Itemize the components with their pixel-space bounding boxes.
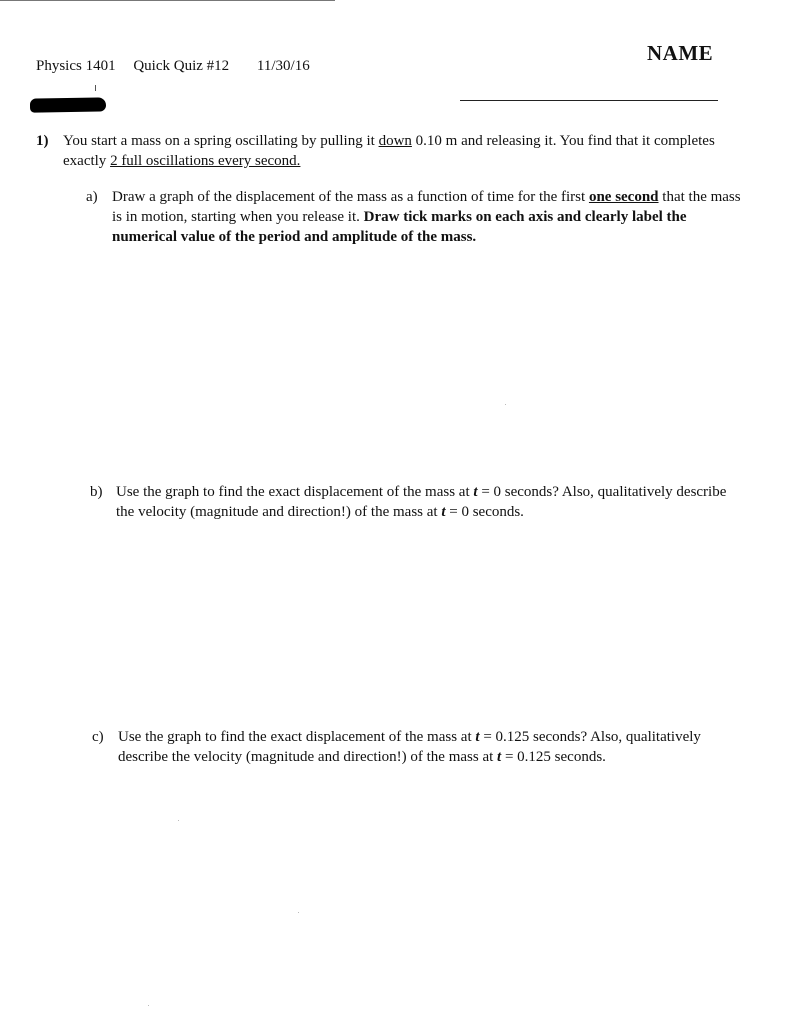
part-c-text-part: = 0.125 seconds? Also, qualitatively describe the velocity (magnitude and direction!) of the mass at [118,729,701,765]
part-a-text [112,187,742,247]
part-c-text [118,727,748,767]
variable-t: t [497,749,502,765]
underlined-one-second: one second [588,189,659,205]
part-c-text-part: Use the graph to find the exact displacement of the mass at [118,729,476,745]
part-b-text-part: = 0 seconds. [445,504,524,520]
scan-speck [298,912,299,913]
scan-speck [178,820,179,821]
part-b-text-part: Use the graph to find the exact displacement of the mass at [116,484,474,500]
part-a-label: a) [86,189,98,205]
part-a-bold-instruction: Draw tick marks on each axis and clearly label the numerical value of the period and amplitude of the mass. [112,209,687,245]
quiz-date: 11/30/16 [256,58,310,74]
question-1-text-part: 0.10 m and releasing it. You find that it completes exactly [63,133,715,169]
scan-speck [148,1005,149,1006]
part-a-text-part: that the mass is in motion, starting when you release it. [112,189,741,225]
redaction-mark-tick [95,85,96,91]
underlined-oscillations: 2 full oscillations every second. [110,153,301,169]
redaction-mark [30,97,106,112]
name-label: NAME [647,41,714,65]
part-b-text-part: = 0 seconds? Also, qualitatively describe the velocity (magnitude and direction!) of the mass at [116,484,727,520]
question-1-text [63,131,723,171]
variable-t: t [475,729,480,745]
question-1-number: 1) [36,133,49,149]
part-c-text-part: = 0.125 seconds. [501,749,606,765]
variable-t: t [473,484,478,500]
part-c-label: c) [92,729,104,745]
part-b-label: b) [90,484,103,500]
course-title: Physics 1401 [36,58,116,74]
underlined-down: down [378,133,412,149]
part-b-text [116,482,746,522]
part-a-text-part: Draw a graph of the displacement of the mass as a function of time for the first [112,189,589,205]
scan-speck [505,404,506,405]
name-blank-line [460,100,718,101]
quiz-title: Quick Quiz #12 [133,58,230,74]
page-header [36,58,310,75]
variable-t: t [441,504,446,520]
top-edge-rule [0,0,335,1]
question-1-text-part: You start a mass on a spring oscillating by pulling it [63,133,379,149]
